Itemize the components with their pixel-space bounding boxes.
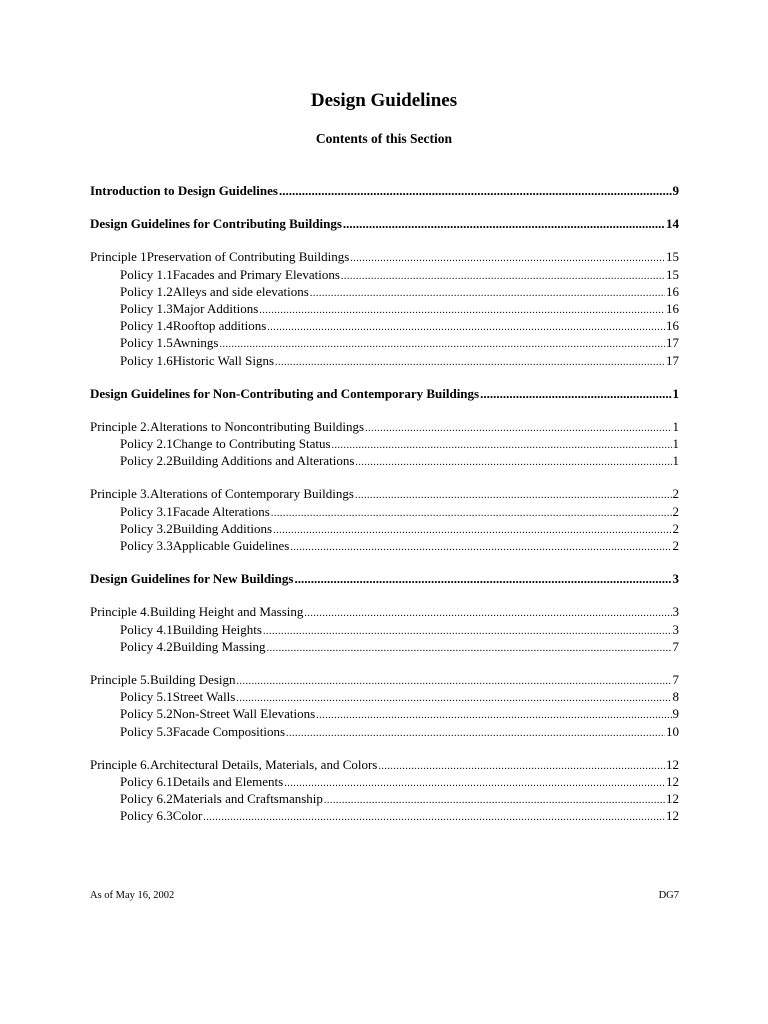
toc-label: Non-Street Wall Elevations bbox=[172, 706, 316, 722]
toc-section-contributing bbox=[90, 215, 679, 232]
toc-code: Principle 2. bbox=[90, 418, 150, 434]
document-subtitle: Contents of this Section bbox=[315, 131, 453, 146]
toc-page-number: 7 bbox=[672, 671, 679, 687]
toc-code: Policy 6.2 bbox=[120, 791, 173, 807]
toc-policy-3-1 bbox=[90, 503, 679, 520]
toc-leader bbox=[220, 336, 666, 353]
toc-code: Policy 1.4 bbox=[120, 318, 173, 334]
toc-label: Materials and Craftsmanship bbox=[172, 791, 323, 807]
toc-code: Policy 5.2 bbox=[120, 706, 173, 722]
toc-section-new-buildings bbox=[90, 570, 679, 587]
toc-code: Policy 1.2 bbox=[120, 283, 173, 299]
toc-code: Policy 6.1 bbox=[120, 773, 173, 789]
toc-principle-6 bbox=[90, 756, 679, 773]
toc-policy-4-2 bbox=[90, 638, 679, 655]
toc-label: Alterations of Contemporary Buildings bbox=[149, 486, 354, 502]
toc-leader bbox=[284, 775, 665, 792]
toc-label: Historic Wall Signs bbox=[172, 352, 275, 368]
toc-label: Building Massing bbox=[172, 638, 266, 654]
toc-leader bbox=[343, 215, 665, 232]
toc-policy-5-2 bbox=[90, 705, 679, 722]
toc-page-number: 16 bbox=[666, 283, 679, 299]
toc-leader bbox=[237, 673, 672, 690]
toc-label: Preservation of Contributing Buildings bbox=[146, 249, 350, 265]
footer-page-id: DG7 bbox=[658, 890, 679, 901]
toc-label: Building Additions and Alterations bbox=[172, 453, 355, 469]
toc-page-number: 15 bbox=[666, 249, 679, 265]
toc-policy-1-3 bbox=[90, 300, 679, 317]
toc-label: Applicable Guidelines bbox=[172, 538, 290, 553]
toc-leader bbox=[365, 420, 671, 437]
toc-page-number: 3 bbox=[672, 604, 679, 620]
toc-policy-4-1 bbox=[90, 621, 679, 638]
toc-leader bbox=[267, 640, 672, 657]
toc-policy-1-4 bbox=[90, 317, 679, 334]
toc-page-number: 1 bbox=[672, 453, 679, 469]
table-of-contents bbox=[90, 182, 679, 824]
toc-label: Details and Elements bbox=[172, 773, 284, 789]
toc-code: Policy 1.3 bbox=[120, 300, 173, 316]
toc-label: Alleys and side elevations bbox=[172, 283, 309, 299]
toc-leader bbox=[203, 809, 665, 826]
toc-label: Building Additions bbox=[172, 520, 273, 536]
toc-policy-1-2 bbox=[90, 283, 679, 300]
toc-leader bbox=[350, 250, 665, 267]
toc-code: Policy 3.3 bbox=[120, 538, 173, 553]
toc-policy-2-1 bbox=[90, 435, 679, 452]
toc-page-number: 16 bbox=[666, 318, 679, 334]
toc-policy-1-6 bbox=[90, 352, 679, 369]
toc-principle-1 bbox=[90, 248, 679, 265]
toc-leader bbox=[341, 268, 665, 285]
toc-page-number: 2 bbox=[672, 486, 679, 502]
toc-page-number: 17 bbox=[666, 352, 679, 368]
toc-page-number: 3 bbox=[672, 571, 679, 587]
toc-principle-5 bbox=[90, 671, 679, 688]
toc-page-number: 17 bbox=[666, 335, 679, 351]
toc-code: Policy 1.1 bbox=[120, 266, 173, 282]
toc-leader bbox=[480, 385, 671, 402]
toc-label: Street Walls bbox=[172, 689, 236, 705]
toc-code: Policy 2.1 bbox=[120, 436, 173, 452]
toc-code: Principle 5. bbox=[90, 671, 150, 687]
toc-code: Policy 5.3 bbox=[120, 723, 173, 739]
toc-section-intro bbox=[90, 182, 679, 199]
toc-page-number: 16 bbox=[666, 300, 679, 316]
toc-page-number: 14 bbox=[666, 216, 679, 232]
toc-page-number: 9 bbox=[672, 183, 679, 198]
toc-policy-1-1 bbox=[90, 266, 679, 283]
toc-leader bbox=[324, 792, 665, 809]
footer-date: As of May 16, 2002 bbox=[90, 890, 175, 901]
toc-leader bbox=[316, 707, 671, 724]
toc-code: Principle 3. bbox=[90, 486, 150, 502]
toc-page-number: 15 bbox=[666, 266, 679, 282]
document-title: Design Guidelines bbox=[310, 90, 458, 111]
toc-policy-5-3 bbox=[90, 723, 679, 740]
toc-code: Policy 3.2 bbox=[120, 520, 173, 536]
toc-leader bbox=[286, 725, 665, 742]
toc-leader bbox=[332, 437, 672, 454]
toc-code: Principle 1 bbox=[90, 249, 147, 265]
toc-leader bbox=[294, 570, 671, 587]
toc-page-number: 1 bbox=[672, 385, 679, 401]
toc-leader bbox=[259, 302, 665, 319]
toc-code: Policy 1.6 bbox=[120, 352, 173, 368]
toc-leader bbox=[290, 539, 671, 556]
toc-leader bbox=[279, 182, 672, 199]
toc-section-noncontributing bbox=[90, 385, 679, 402]
toc-code: Policy 2.2 bbox=[120, 453, 173, 469]
toc-code: Policy 5.1 bbox=[120, 689, 173, 705]
page-footer bbox=[90, 890, 679, 901]
toc-page-number: 9 bbox=[672, 706, 679, 722]
toc-label: Design Guidelines for Contributing Buildings bbox=[90, 216, 342, 232]
toc-label: Introduction to Design Guidelines bbox=[90, 183, 278, 198]
toc-label: Change to Contributing Status bbox=[172, 436, 331, 452]
toc-page-number: 12 bbox=[666, 773, 679, 789]
toc-label: Building Heights bbox=[172, 621, 262, 637]
toc-label: Architectural Details, Materials, and Colors bbox=[149, 756, 378, 772]
toc-leader bbox=[263, 623, 672, 640]
toc-label: Facade Alterations bbox=[172, 503, 270, 519]
toc-label: Facade Compositions bbox=[172, 723, 286, 739]
toc-policy-6-3 bbox=[90, 807, 679, 824]
toc-page-number: 12 bbox=[666, 756, 679, 772]
toc-leader bbox=[267, 319, 665, 336]
toc-policy-1-5 bbox=[90, 334, 679, 351]
toc-label: Building Height and Massing bbox=[149, 604, 304, 620]
toc-code: Principle 4. bbox=[90, 604, 150, 620]
toc-leader bbox=[275, 354, 665, 371]
toc-label: Awnings bbox=[172, 335, 219, 351]
toc-policy-3-3 bbox=[90, 537, 679, 554]
toc-page-number: 7 bbox=[672, 638, 679, 654]
toc-leader bbox=[310, 285, 665, 302]
toc-policy-2-2 bbox=[90, 452, 679, 469]
toc-page-number: 1 bbox=[672, 418, 679, 434]
toc-label: Alterations to Noncontributing Buildings bbox=[149, 418, 365, 434]
toc-leader bbox=[304, 605, 671, 622]
toc-page-number: 1 bbox=[672, 436, 679, 452]
toc-label: Color bbox=[172, 808, 203, 824]
toc-code: Policy 1.5 bbox=[120, 335, 173, 351]
toc-policy-6-2 bbox=[90, 790, 679, 807]
toc-policy-3-2 bbox=[90, 520, 679, 537]
toc-label: Design Guidelines for New Buildings bbox=[90, 571, 294, 587]
toc-label: Rooftop additions bbox=[172, 318, 267, 334]
toc-principle-4 bbox=[90, 603, 679, 620]
toc-principle-2 bbox=[90, 418, 679, 435]
toc-page-number: 12 bbox=[666, 808, 679, 824]
toc-page-number: 10 bbox=[666, 723, 679, 739]
toc-code: Policy 6.3 bbox=[120, 808, 173, 824]
toc-code: Policy 3.1 bbox=[120, 503, 173, 519]
toc-leader bbox=[271, 505, 672, 522]
toc-policy-5-1 bbox=[90, 688, 679, 705]
toc-leader bbox=[378, 758, 665, 775]
toc-page-number: 12 bbox=[666, 791, 679, 807]
toc-label: Building Design bbox=[149, 671, 236, 687]
toc-page-number: 8 bbox=[672, 689, 679, 705]
toc-page-number: 2 bbox=[672, 520, 679, 536]
toc-leader bbox=[355, 454, 671, 471]
toc-leader bbox=[355, 487, 672, 504]
toc-page-number: 2 bbox=[672, 538, 679, 553]
toc-code: Policy 4.2 bbox=[120, 638, 173, 654]
toc-label: Design Guidelines for Non-Contributing and Contemporary Buildings bbox=[90, 385, 480, 401]
toc-label: Major Additions bbox=[172, 300, 259, 316]
toc-page-number: 2 bbox=[672, 503, 679, 519]
toc-code: Principle 6. bbox=[90, 756, 150, 772]
toc-leader bbox=[273, 522, 671, 539]
toc-principle-3 bbox=[90, 485, 679, 502]
toc-label: Facades and Primary Elevations bbox=[172, 266, 340, 282]
toc-code: Policy 4.1 bbox=[120, 621, 173, 637]
toc-page-number: 3 bbox=[672, 621, 679, 637]
toc-policy-6-1 bbox=[90, 773, 679, 790]
